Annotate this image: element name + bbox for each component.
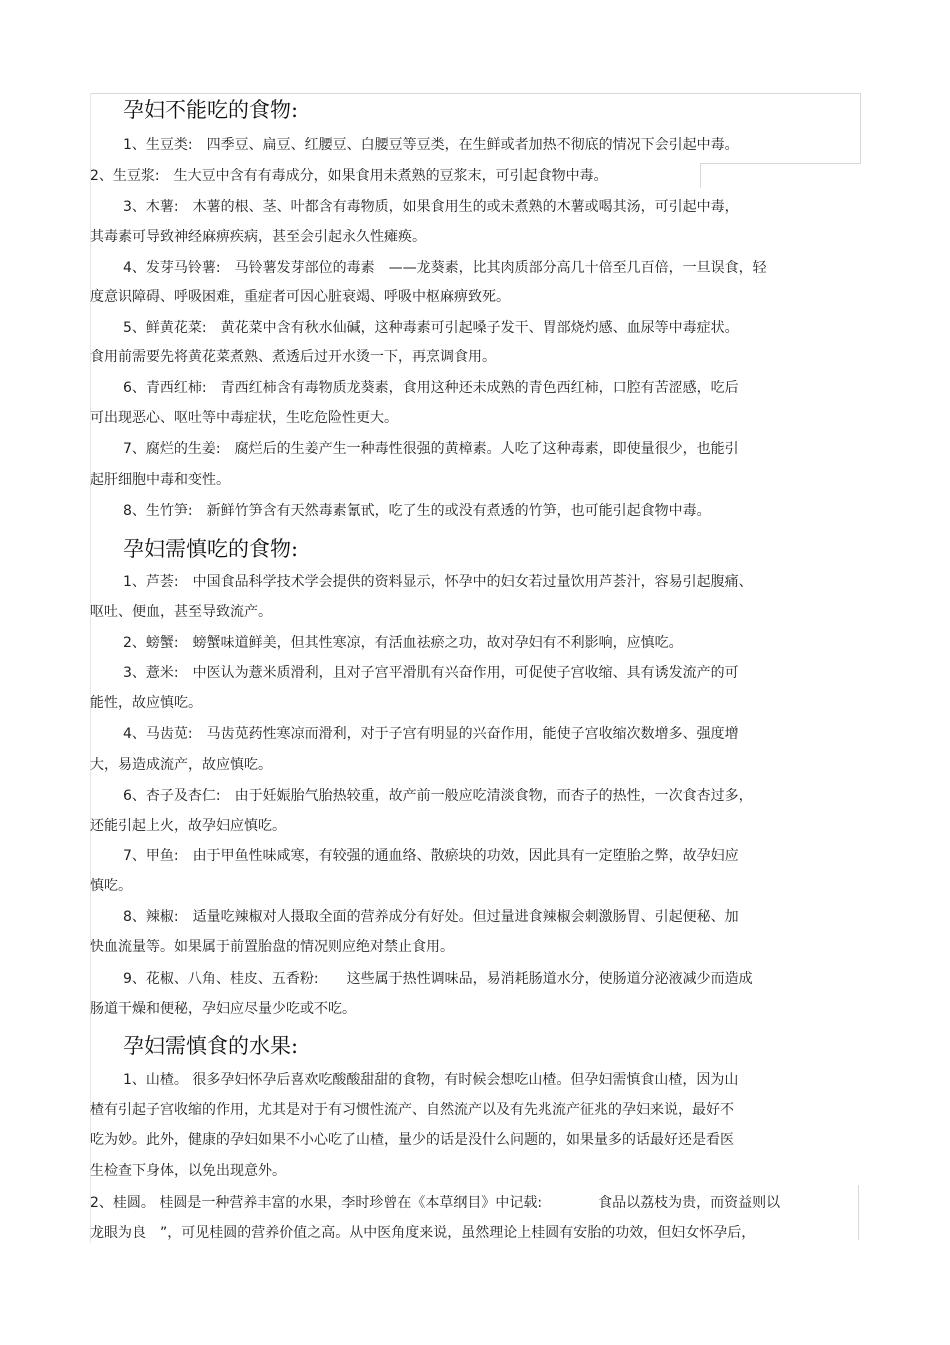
- text-line: 7、甲鱼: 由于甲鱼性味咸寒，有较强的通血络、散瘀块的功效，因此具有一定堕胎之弊，故孕妇应: [123, 848, 739, 864]
- text-line: 肠道干燥和便秘，孕妇应尽量少吃或不吃。: [90, 1001, 356, 1017]
- text-line: 度意识障碍、呼吸困难，重症者可因心脏衰竭、呼吸中枢麻痹致死。: [90, 289, 510, 305]
- text-line: 1、芦荟: 中国食品科学技术学会提供的资料显示，怀孕中的妇女若过量饮用芦荟汁，容易引起腹痛、: [123, 574, 753, 590]
- text-line: 可出现恶心、呕吐等中毒症状，生吃危险性更大。: [90, 410, 398, 426]
- text-line: 快血流量等。如果属于前置胎盘的情况则应绝对禁止食用。: [90, 939, 454, 955]
- text-line: 生检查下身体，以免出现意外。: [90, 1163, 286, 1179]
- text-line: 8、辣椒: 适量吃辣椒对人摄取全面的营养成分有好处。但过量进食辣椒会刺激肠胃、引起便秘、加: [123, 909, 739, 925]
- text-line: 1、山楂。 很多孕妇怀孕后喜欢吃酸酸甜甜的食物，有时候会想吃山楂。但孕妇需慎食山楂，因为山: [123, 1072, 739, 1088]
- frame-border-left: [90, 93, 91, 1243]
- text-line: 4、马齿苋: 马齿苋药性寒凉而滑利，对于子宫有明显的兴奋作用，能使子宫收缩次数增多、强度增: [123, 726, 739, 742]
- text-line: 食用前需要先将黄花菜煮熟、煮透后过开水烫一下，再烹调食用。: [90, 349, 496, 365]
- text-line: 慎吃。: [90, 878, 132, 894]
- section-heading-caution-foods: 孕妇需慎吃的食物:: [123, 537, 299, 561]
- text-line: 1、生豆类: 四季豆、扁豆、红腰豆、白腰豆等豆类，在生鲜或者加热不彻底的情况下会引起中毒。: [123, 137, 739, 153]
- text-line: 2、螃蟹: 螃蟹味道鲜美，但其性寒凉，有活血祛瘀之功，故对孕妇有不利影响，应慎吃。: [123, 635, 683, 651]
- text-line: 还能引起上火，故孕妇应慎吃。: [90, 818, 286, 834]
- text-line: 5、鲜黄花菜: 黄花菜中含有秋水仙碱，这种毒素可引起嗓子发干、胃部烧灼感、血尿等中毒症状。: [123, 320, 739, 336]
- text-line: 7、腐烂的生姜: 腐烂后的生姜产生一种毒性很强的黄樟素。人吃了这种毒素，即使量很少，也能引: [123, 441, 739, 457]
- text-line: 呕吐、便血，甚至导致流产。: [90, 604, 272, 620]
- text-line: 9、花椒、八角、桂皮、五香粉: 这些属于热性调味品，易消耗肠道水分，使肠道分泌液减少而造成: [123, 971, 753, 987]
- text-line: 8、生竹笋: 新鲜竹笋含有天然毒素氰甙，吃了生的或没有煮透的竹笋，也可能引起食物中毒。: [123, 503, 711, 519]
- section-heading-caution-fruits: 孕妇需慎食的水果:: [123, 1034, 299, 1058]
- frame-border-box: [700, 163, 861, 188]
- text-line: 龙眼为良 ”，可见桂圆的营养价值之高。从中医角度来说，虽然理论上桂圆有安胎的功效，但妇女怀孕后，: [90, 1225, 756, 1241]
- text-line: 6、杏子及杏仁: 由于妊娠胎气胎热较重，故产前一般应吃清淡食物，而杏子的热性，一次食杏过多，: [123, 788, 753, 804]
- text-line: 其毒素可导致神经麻痹疾病，甚至会引起永久性瘫痪。: [90, 229, 426, 245]
- text-line: 3、薏米: 中医认为薏米质滑利，且对子宫平滑肌有兴奋作用，可促使子宫收缩、具有诱发流产的可: [123, 665, 739, 681]
- text-line: 6、青西红柿: 青西红柿含有毒物质龙葵素，食用这种还未成熟的青色西红柿，口腔有苦涩感，吃后: [123, 380, 739, 396]
- text-line: 大，易造成流产，故应慎吃。: [90, 757, 272, 773]
- text-line: 2、桂圆。 桂圆是一种营养丰富的水果，李时珍曾在《本草纲目》中记载: 食品以荔枝为贵，而资益则以: [90, 1195, 781, 1211]
- text-line: 起肝细胞中毒和变性。: [90, 472, 230, 488]
- text-line: 能性，故应慎吃。: [90, 695, 202, 711]
- frame-border-right: [860, 93, 861, 163]
- text-line: 4、发芽马铃薯: 马铃薯发芽部位的毒素 ——龙葵素，比其肉质部分高几十倍至几百倍，一旦误食，轻: [123, 260, 767, 276]
- frame-border-right-lower: [858, 1185, 859, 1240]
- text-line: 楂有引起子宫收缩的作用，尤其是对于有习惯性流产、自然流产以及有先兆流产征兆的孕妇来说，最好不: [90, 1102, 734, 1118]
- text-line: 3、木薯: 木薯的根、茎、叶都含有毒物质，如果食用生的或未煮熟的木薯或喝其汤，可引起中毒，: [123, 199, 739, 215]
- text-line: 2、生豆浆: 生大豆中含有有毒成分，如果食用未煮熟的豆浆末，可引起食物中毒。: [90, 168, 608, 184]
- text-line: 吃为妙。此外，健康的孕妇如果不小心吃了山楂，量少的话是没什么问题的，如果量多的话最好还是看医: [90, 1132, 734, 1148]
- section-heading-cannot-eat: 孕妇不能吃的食物:: [123, 98, 299, 122]
